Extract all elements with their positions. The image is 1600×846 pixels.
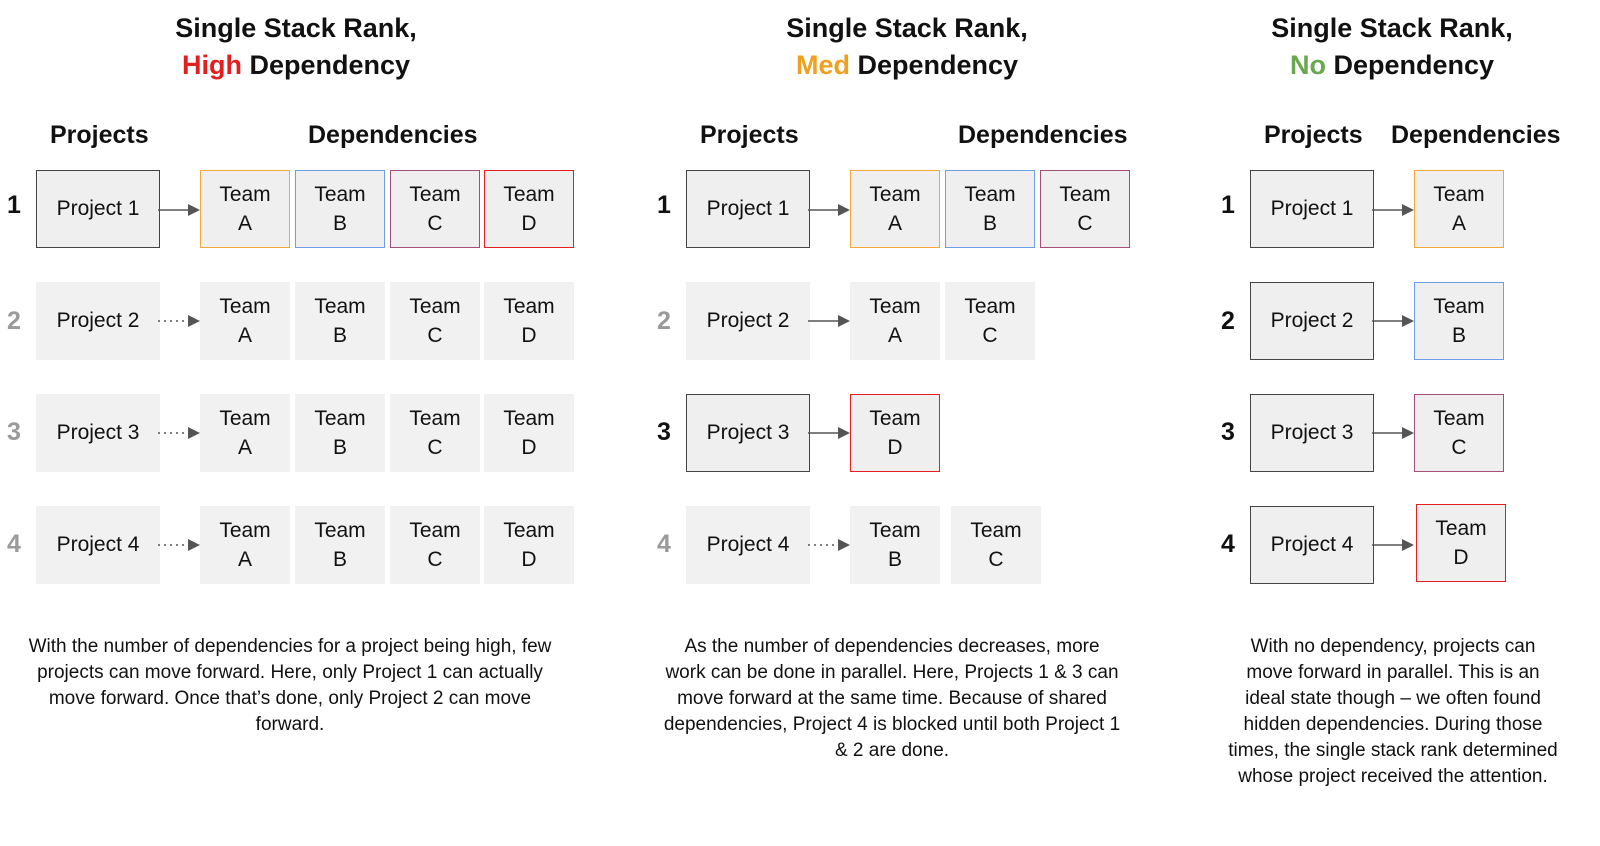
team-label: Team — [409, 183, 461, 206]
team-box-c — [390, 394, 480, 472]
team-label: Team — [503, 519, 555, 542]
team-box-a — [850, 282, 940, 360]
level-word: No — [1289, 50, 1326, 80]
solid-arrow — [808, 311, 852, 331]
team-letter: A — [237, 324, 252, 347]
dotted-arrow — [158, 311, 202, 331]
team-letter: D — [521, 324, 537, 347]
level-word: Med — [795, 50, 850, 80]
solid-arrow — [1372, 200, 1416, 220]
dependency-word: Dependency — [1325, 50, 1495, 80]
panel-no-dependency — [1214, 0, 1600, 846]
team-box-c — [1040, 170, 1130, 248]
project-box: Project 2 — [1250, 282, 1374, 360]
team-label: Team — [869, 183, 921, 206]
title-line-2 — [1242, 47, 1542, 84]
team-label: Team — [409, 295, 461, 318]
team-label: Team — [869, 519, 921, 542]
rank-number: 1 — [657, 191, 671, 219]
team-letter: B — [332, 548, 347, 571]
team-label: Team — [314, 519, 366, 542]
team-box-c — [951, 506, 1041, 584]
rank-number: 4 — [657, 530, 671, 558]
project-box: Project 3 — [686, 394, 810, 472]
project-box: Project 1 — [1250, 170, 1374, 248]
title-line-1: Single Stack Rank, — [786, 13, 1028, 43]
team-label: Team — [869, 407, 921, 430]
projects-header: Projects — [50, 121, 149, 149]
team-letter: C — [427, 324, 443, 347]
rank-number: 4 — [1221, 530, 1235, 558]
team-box-c — [945, 282, 1035, 360]
team-letter: B — [332, 436, 347, 459]
projects-header: Projects — [1264, 121, 1363, 149]
team-box-c — [390, 170, 480, 248]
rank-number: 4 — [7, 530, 21, 558]
team-box-b — [945, 170, 1035, 248]
team-letter: A — [887, 324, 902, 347]
project-box: Project 4 — [1250, 506, 1374, 584]
dependency-word: Dependency — [849, 50, 1019, 80]
solid-arrow — [158, 200, 202, 220]
panel-caption: As the number of dependencies decreases, more work can be done in parallel. Here, Projects 1 & 3 can move forward at the same time. Because of shared dependencies, Project 4 is blocked until both Project 1 & 2 are done. — [663, 636, 1121, 761]
team-letter: A — [237, 436, 252, 459]
rank-number: 1 — [1221, 191, 1235, 219]
dotted-arrow — [158, 535, 202, 555]
team-box-a — [850, 170, 940, 248]
panel-title — [1242, 10, 1542, 84]
dotted-arrow — [808, 535, 852, 555]
panel-title — [96, 10, 496, 84]
team-box-b — [295, 506, 385, 584]
team-letter: C — [982, 324, 998, 347]
dotted-arrow — [158, 423, 202, 443]
team-letter: A — [237, 212, 252, 235]
team-label: Team — [970, 519, 1022, 542]
team-box-c — [390, 506, 480, 584]
solid-arrow — [1372, 423, 1416, 443]
team-box-c — [390, 282, 480, 360]
team-box-d — [850, 394, 940, 472]
team-letter: C — [427, 436, 443, 459]
team-label: Team — [409, 519, 461, 542]
team-label: Team — [503, 407, 555, 430]
rank-number: 1 — [7, 191, 21, 219]
level-word: High — [181, 50, 242, 80]
team-letter: D — [521, 436, 537, 459]
team-box-c — [1414, 394, 1504, 472]
team-letter: D — [887, 436, 903, 459]
solid-arrow — [808, 423, 852, 443]
team-box-d — [484, 282, 574, 360]
team-letter: B — [887, 548, 902, 571]
team-box-b — [295, 282, 385, 360]
projects-header: Projects — [700, 121, 799, 149]
team-box-d — [1416, 504, 1506, 582]
panel-caption: With no dependency, projects can move forward in parallel. This is an ideal state though – we often found hidden dependencies. During those times, the single stack rank determined whose project received the attention. — [1228, 636, 1558, 787]
panel-caption: With the number of dependencies for a project being high, few projects can move forward. Here, only Project 1 can actually move forward. Once that’s done, only Project 2 can move forward. — [28, 636, 552, 735]
title-line-1: Single Stack Rank, — [175, 13, 417, 43]
team-label: Team — [409, 407, 461, 430]
team-label: Team — [314, 295, 366, 318]
team-letter: B — [332, 212, 347, 235]
solid-arrow — [1372, 535, 1416, 555]
team-label: Team — [314, 407, 366, 430]
dependencies-header: Dependencies — [958, 121, 1128, 149]
project-box: Project 2 — [36, 282, 160, 360]
team-label: Team — [219, 295, 271, 318]
dependency-word: Dependency — [241, 50, 411, 80]
team-box-b — [295, 394, 385, 472]
panel-med-dependency — [650, 0, 1170, 846]
rank-number: 2 — [1221, 307, 1235, 335]
rank-number: 3 — [7, 418, 21, 446]
team-letter: C — [1451, 436, 1467, 459]
team-box-d — [484, 170, 574, 248]
team-letter: A — [887, 212, 902, 235]
rank-number: 2 — [657, 307, 671, 335]
project-box: Project 4 — [686, 506, 810, 584]
team-label: Team — [1433, 295, 1485, 318]
team-letter: C — [1077, 212, 1093, 235]
solid-arrow — [808, 200, 852, 220]
team-box-b — [1414, 282, 1504, 360]
team-letter: C — [427, 212, 443, 235]
team-box-d — [484, 394, 574, 472]
team-letter: D — [521, 212, 537, 235]
team-label: Team — [964, 183, 1016, 206]
team-label: Team — [503, 183, 555, 206]
title-line-2 — [707, 47, 1107, 84]
team-letter: B — [982, 212, 997, 235]
team-letter: B — [1451, 324, 1466, 347]
title-line-1: Single Stack Rank, — [1271, 13, 1513, 43]
team-box-a — [200, 282, 290, 360]
team-letter: C — [427, 548, 443, 571]
team-label: Team — [314, 183, 366, 206]
team-label: Team — [964, 295, 1016, 318]
team-letter: C — [988, 548, 1004, 571]
team-letter: D — [1453, 546, 1469, 569]
team-label: Team — [219, 407, 271, 430]
rank-number: 3 — [1221, 418, 1235, 446]
team-box-a — [200, 170, 290, 248]
team-box-b — [850, 506, 940, 584]
team-box-b — [295, 170, 385, 248]
team-label: Team — [1059, 183, 1111, 206]
dependencies-header: Dependencies — [308, 121, 478, 149]
team-label: Team — [1433, 183, 1485, 206]
team-letter: A — [237, 548, 252, 571]
rank-number: 3 — [657, 418, 671, 446]
project-box: Project 2 — [686, 282, 810, 360]
project-box: Project 4 — [36, 506, 160, 584]
panel-high-dependency — [0, 0, 600, 846]
team-box-d — [484, 506, 574, 584]
team-letter: B — [332, 324, 347, 347]
project-box: Project 3 — [1250, 394, 1374, 472]
team-box-a — [200, 394, 290, 472]
team-label: Team — [1433, 407, 1485, 430]
team-letter: A — [1451, 212, 1466, 235]
panel-title — [707, 10, 1107, 84]
dependencies-header: Dependencies — [1391, 121, 1561, 149]
project-box: Project 1 — [686, 170, 810, 248]
team-label: Team — [1435, 517, 1487, 540]
team-label: Team — [503, 295, 555, 318]
title-line-2 — [96, 47, 496, 84]
rank-number: 2 — [7, 307, 21, 335]
team-letter: D — [521, 548, 537, 571]
team-label: Team — [219, 183, 271, 206]
team-label: Team — [869, 295, 921, 318]
team-box-a — [1414, 170, 1504, 248]
project-box: Project 1 — [36, 170, 160, 248]
team-label: Team — [219, 519, 271, 542]
solid-arrow — [1372, 311, 1416, 331]
team-box-a — [200, 506, 290, 584]
project-box: Project 3 — [36, 394, 160, 472]
